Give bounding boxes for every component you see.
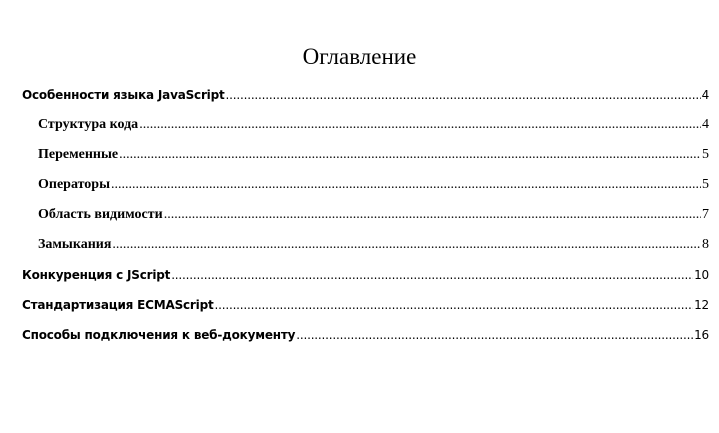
toc-entry-text: Способы подключения к веб-документу [22,328,296,342]
toc-entry-javascript-features[interactable] [22,88,709,108]
toc-page-number: 5 [702,147,709,162]
toc-dot-leader [215,298,694,312]
toc-entry-text: Конкуренция с JScript [22,268,171,282]
toc-page-number: 4 [701,88,709,102]
toc-dot-leader [296,328,693,342]
toc-page-number: 12 [694,298,709,312]
toc-page-number: 7 [702,207,709,222]
toc-entry-text: Особенности языка JavaScript [22,88,225,102]
toc-entry-text: Стандартизация ECMAScript [22,298,214,312]
toc-entry-operators[interactable] [38,177,709,197]
toc-title: Оглавление [302,44,417,69]
toc-dot-leader [226,88,701,102]
toc-page-number: 4 [702,117,709,132]
toc-page-number: 16 [694,328,709,342]
toc-page-number: 10 [694,268,709,282]
toc-entry-variables[interactable] [38,147,709,167]
toc-entry-text: Операторы [38,177,111,192]
toc-entry-ecmascript-standardization[interactable] [22,298,709,318]
toc-entry-code-structure[interactable] [38,117,709,137]
toc-entry-text: Область видимости [38,207,163,222]
toc-entry-web-document-connection[interactable] [22,328,709,348]
toc-entry-jscript-competition[interactable] [22,268,709,288]
toc-dot-leader [111,177,701,193]
toc-entry-text: Структура кода [38,117,139,132]
toc-entry-scope[interactable] [38,207,709,227]
toc-page-number: 8 [702,237,709,252]
toc-dot-leader [164,207,701,223]
toc-dot-leader [139,117,701,133]
toc-dot-leader [119,147,701,163]
toc-page-number: 5 [702,177,709,192]
toc-dot-leader [171,268,693,282]
toc-dot-leader [112,237,701,253]
toc-entry-text: Замыкания [38,237,112,252]
toc-entry-text: Переменные [38,147,119,162]
toc-entry-closures[interactable] [38,237,709,257]
